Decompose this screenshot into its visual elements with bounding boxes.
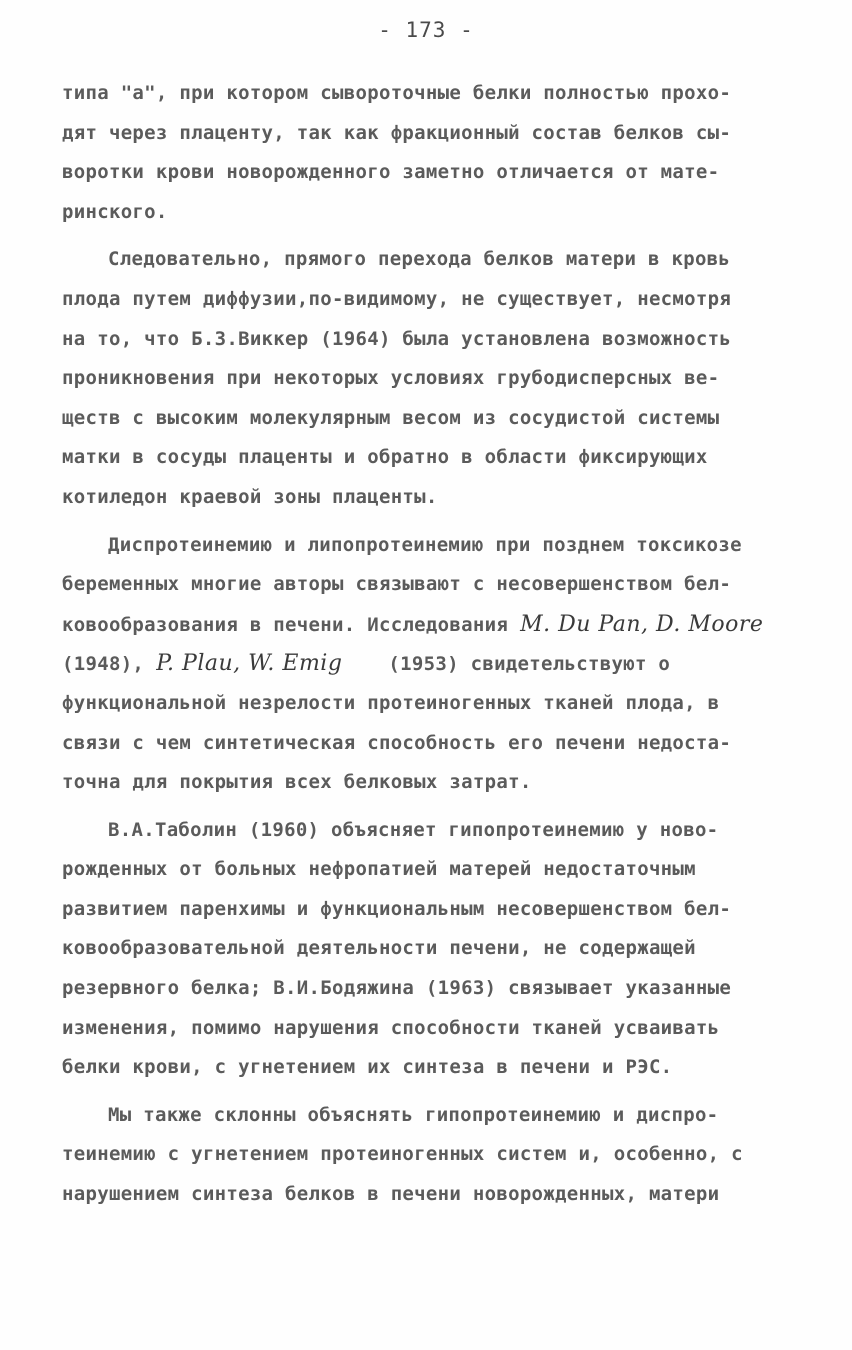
text-line: функциональной незрелости протеиногенных тканей плода, в: [62, 691, 720, 714]
text-line: Следовательно, прямого перехода белков матери в кровь: [108, 248, 731, 271]
text-line: Мы также склонны объяснять гипопротеинемию и диспро-: [108, 1103, 719, 1126]
text-line: рожденных от больных нефропатией матерей недостаточным: [62, 858, 696, 881]
paragraph-gap: [62, 232, 762, 240]
text-line: дят через плаценту, так как фракционный состав белков сы-: [62, 121, 732, 144]
typed-text: (1953) свидетельствуют о: [388, 653, 671, 676]
text-line-with-handwriting: [62, 605, 762, 645]
text-line: проникновения при некоторых условиях грубодисперсных ве-: [62, 367, 720, 390]
text-line: теинемию с угнетением протеиногенных систем и, особенно, с: [62, 1143, 743, 1166]
body-text: [62, 74, 762, 1215]
text-line: связи с чем синтетическая способность его печени недоста-: [62, 731, 732, 754]
paragraph-gap: [62, 1088, 762, 1096]
handwritten-authors: P. Plau, W. Emig: [156, 651, 343, 677]
paragraph-gap: [62, 518, 762, 526]
text-line: белки крови, с угнетением их синтеза в печени и РЭС.: [62, 1056, 673, 1079]
text-line: изменения, помимо нарушения способности тканей усваивать: [62, 1016, 720, 1039]
handwritten-authors: M. Du Pan, D. Moore: [520, 611, 764, 637]
text-line: на то, что Б.З.Виккер (1964) была установлена возможность: [62, 327, 732, 350]
paragraph-gap: [62, 803, 762, 811]
text-line: ковообразовательной деятельности печени, не содержащей: [62, 937, 696, 960]
text-line: резервного белка; В.И.Бодяжина (1963) связывает указанные: [62, 977, 732, 1000]
text-line: типа "а", при котором сывороточные белки полностью прохо-: [62, 82, 732, 104]
text-line: нарушением синтеза белков в печени новорожденных, матери: [62, 1183, 720, 1206]
text-line: воротки крови новорожденного заметно отличается от мате-: [62, 161, 720, 184]
text-line-with-handwriting: [62, 644, 762, 684]
typed-year: (1948),: [62, 653, 145, 676]
page-number: - 173 -: [378, 18, 474, 42]
text-line: плода путем диффузии,по-видимому, не существует, несмотря: [62, 287, 732, 310]
text-line: В.А.Таболин (1960) объясняет гипопротеинемию у ново-: [108, 818, 719, 841]
text-line: точна для покрытия всех белковых затрат.: [62, 771, 532, 794]
text-line: Диспротеинемию и липопротеинемию при позднем токсикозе: [108, 533, 742, 556]
typed-text: ковообразования в печени. Исследования: [62, 613, 509, 636]
text-line: котиледон краевой зоны плаценты.: [62, 485, 438, 508]
text-line: матки в сосуды плаценты и обратно в области фиксирующих: [62, 446, 708, 469]
text-line: развитием паренхимы и функциональным несовершенством бел-: [62, 897, 732, 920]
text-line: ществ с высоким молекулярным весом из сосудистой системы: [62, 406, 720, 429]
text-line: беременных многие авторы связывают с несовершенством бел-: [62, 573, 732, 596]
text-line: ринского.: [62, 200, 168, 223]
